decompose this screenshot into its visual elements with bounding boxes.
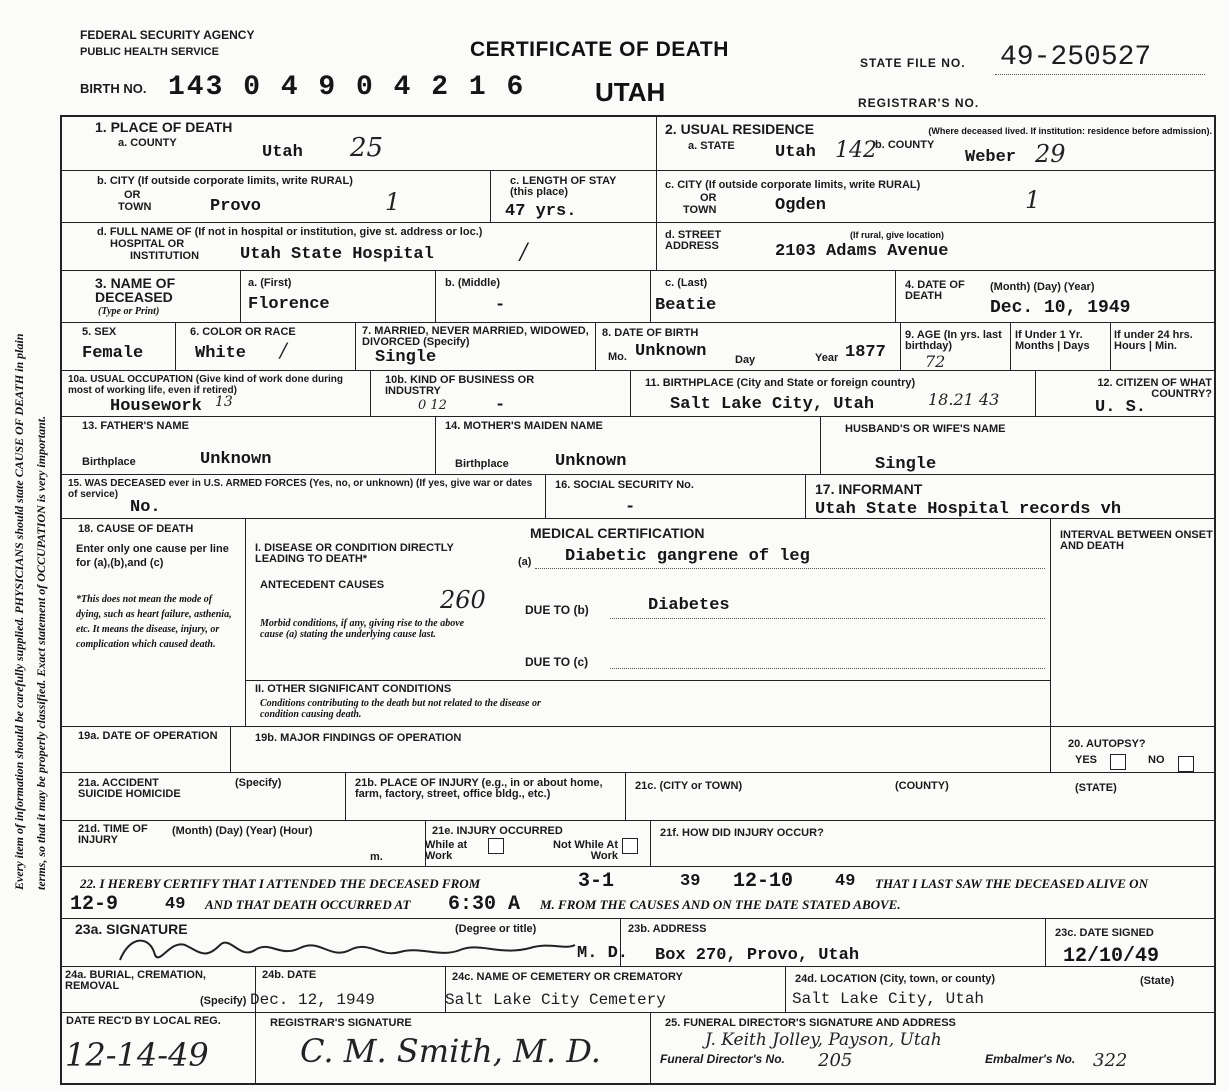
residence-city-or: OR [700,192,717,204]
dob-month: Unknown [635,342,707,361]
informant-value: Utah State Hospital records vh [815,500,1122,519]
cemetery-label: 24c. NAME OF CEMETERY OR CREMATORY [452,971,683,983]
attended-to: 12-10 [733,870,794,893]
race-value: White [195,344,247,363]
death-city-code: 1 [385,188,401,216]
mother-value: Unknown [555,452,627,471]
death-county-code: 25 [350,133,384,163]
location-value: Salt Lake City, Utah [792,990,985,1008]
name-label: 3. NAME OF DECEASED [95,275,176,305]
autopsy-yes-label: YES [1075,754,1098,766]
middle-name: - [495,296,506,315]
injury-time-label: 21d. TIME OF INJURY [78,823,148,846]
injury-how-label: 21f. HOW DID INJURY OCCUR? [660,827,824,839]
physician-signature [110,930,580,970]
state-file-label: STATE FILE NO. [860,56,966,70]
side-instructions-2: terms, so that it may be properly classified. Exact statement of OCCUPATION is very important. [34,415,48,890]
due-to-b-label: DUE TO (b) [525,603,589,617]
residence-state: Utah [775,143,816,162]
sex-value: Female [82,344,144,363]
last-seen-date: 12-9 [70,893,119,916]
funeral-label: 25. FUNERAL DIRECTOR'S SIGNATURE AND ADDRESS [665,1017,956,1029]
embalmer-no-label: Embalmer's No. [985,1052,1076,1066]
injury-time-cols: (Month) (Day) (Year) (Hour) [172,825,313,837]
armed-forces-label: 15. WAS DECEASED ever in U.S. ARMED FORCES (Yes, no, or unknown) (If yes, give war or dates of service) [68,478,533,500]
informant-label: 17. INFORMANT [815,481,923,497]
certify-text-2: THAT I LAST SAW THE DECEASED ALIVE ON [875,876,1148,891]
autopsy-yes-checkbox[interactable] [1110,754,1126,770]
residence-county-label: b. COUNTY [875,139,935,151]
spouse-label: HUSBAND'S OR WIFE'S NAME [845,423,1006,435]
first-name: Florence [248,295,330,314]
autopsy-no-checkbox[interactable] [1178,756,1194,772]
certify-text-1: 22. I HEREBY CERTIFY THAT I ATTENDED THE DECEASED FROM [80,876,481,891]
mother-label: 14. MOTHER'S MAIDEN NAME [445,420,603,432]
birth-no-label: BIRTH NO. [80,81,147,96]
marital-label: 7. MARRIED, NEVER MARRIED, WIDOWED, DIVORCED (Specify) [362,325,589,348]
accident-specify: (Specify) [235,777,282,789]
cause-a-label: (a) [518,556,532,568]
dob-label: 8. DATE OF BIRTH [602,327,699,339]
degree-label: (Degree or title) [455,923,537,935]
birth-no-value: 143 0 4 9 0 4 2 1 6 [168,72,526,103]
while-at-work-checkbox[interactable] [488,838,504,854]
date-received-label: DATE REC'D BY LOCAL REG. [66,1015,221,1027]
autopsy-label: 20. AUTOPSY? [1068,738,1146,750]
funeral-signature: J. Keith Jolley, Payson, Utah [705,1030,942,1050]
death-county: Utah [262,143,303,162]
state-name: UTAH [595,77,666,107]
under-24-label: If under 24 hrs. Hours | Min. [1114,329,1193,352]
certify-text-3: AND THAT DEATH OCCURRED AT [205,897,411,912]
burial-specify: (Specify) [200,995,247,1007]
burial-state-label: (State) [1140,975,1175,987]
ssn-value: - [625,498,636,517]
death-county-label: a. COUNTY [118,137,177,149]
death-city-town: TOWN [118,201,152,213]
residence-city: Ogden [775,196,827,215]
business-label: 10b. KIND OF BUSINESS OR INDUSTRY [385,374,535,397]
father-label: 13. FATHER'S NAME [82,420,189,432]
spouse-value: Single [875,455,937,474]
last-seen-year: 49 [165,895,186,914]
place-of-death-label: 1. PLACE OF DEATH [95,119,233,135]
embalmer-no: 322 [1093,1050,1128,1071]
operation-date-label: 19a. DATE OF OPERATION [78,730,218,742]
date-signed: 12/10/49 [1063,945,1160,968]
agency-name: FEDERAL SECURITY AGENCY [80,28,255,42]
cause-b: Diabetes [648,596,730,615]
middle-name-label: b. (Middle) [445,277,500,289]
death-city: Provo [210,197,262,216]
under-1-label: If Under 1 Yr. Months | Days [1015,329,1090,352]
location-label: 24d. LOCATION (City, town, or county) [795,973,996,985]
document-title: CERTIFICATE OF DEATH [470,38,729,61]
injury-occurred-label: 21e. INJURY OCCURRED [432,825,563,837]
cause-label: 18. CAUSE OF DEATH [78,523,194,535]
citizen-value: U. S. [1095,398,1147,417]
burial-label: 24a. BURIAL, CREMATION, REMOVAL [65,969,206,992]
autopsy-no-label: NO [1148,754,1165,766]
interval-label: INTERVAL BETWEEN ONSET AND DEATH [1060,529,1213,552]
accident-label: 21a. ACCIDENT SUICIDE HOMICIDE [78,777,181,800]
residence-state-label: a. STATE [688,140,735,152]
part1-label: I. DISEASE OR CONDITION DIRECTLY LEADING TO DEATH* [255,542,454,565]
residence-city-code: 1 [1025,186,1041,214]
father-birthplace-label: Birthplace [82,456,136,468]
findings-label: 19b. MAJOR FINDINGS OF OPERATION [255,732,462,744]
hospital-label-3: INSTITUTION [130,250,200,262]
signature-label: 23a. SIGNATURE [75,921,188,937]
state-file-value: 49-250527 [1000,42,1152,73]
marital-value: Single [375,348,437,367]
not-while-at-work-checkbox[interactable] [622,838,638,854]
registrar-signature: C. M. Smith, M. D. [300,1032,601,1070]
hospital-name: Utah State Hospital [240,245,434,264]
name-sub-label: (Type or Print) [98,306,160,317]
sex-label: 5. SEX [82,326,117,338]
residence-county: Weber [965,148,1017,167]
date-received: 12-14-49 [65,1036,209,1074]
fd-no-label: Funeral Director's No. [660,1052,785,1066]
injury-county-label: (COUNTY) [895,780,949,792]
street-value: 2103 Adams Avenue [775,242,949,261]
cause-note: *This does not mean the mode of dying, such as heart failure, asthenia, etc. It means the disease, injury, or complication which caused death. [76,594,232,650]
citizen-label: 12. CITIZEN OF WHAT COUNTRY? [1097,377,1212,400]
burial-date: Dec. 12, 1949 [250,991,375,1009]
hospital-mark: / [520,240,528,265]
death-date-cols: (Month) (Day) (Year) [990,281,1095,293]
cemetery-value: Salt Lake City Cemetery [445,991,666,1009]
occupation-code: 13 [215,394,233,410]
ssn-label: 16. SOCIAL SECURITY No. [555,479,694,491]
cause-a: Diabetic gangrene of leg [565,547,810,566]
business-code: 0 12 [418,398,447,413]
address-value: Box 270, Provo, Utah [655,946,860,965]
residence-state-code: 142 [835,138,877,163]
part2-note: Conditions contributing to the death but not related to the disease or condition causing death. [260,698,541,720]
fd-no: 205 [818,1050,853,1071]
attended-from: 3-1 [578,870,615,893]
residence-city-label: c. CITY (If outside corporate limits, write RURAL) [665,179,921,191]
cause-code: 260 [440,586,486,614]
last-name: Beatie [655,296,717,315]
first-name-label: a. (First) [248,277,292,289]
father-value: Unknown [200,450,272,469]
attended-year-1: 39 [680,872,701,891]
date-signed-label: 23c. DATE SIGNED [1055,927,1154,939]
death-date: Dec. 10, 1949 [990,298,1131,318]
injury-city-label: 21c. (CITY or TOWN) [635,780,743,792]
birthplace-label: 11. BIRTHPLACE (City and State or foreign country) [645,377,916,389]
medical-cert-heading: MEDICAL CERTIFICATION [530,525,705,541]
residence-label: 2. USUAL RESIDENCE [665,121,815,137]
birthplace-value: Salt Lake City, Utah [670,395,875,414]
stay-value: 47 yrs. [505,202,577,221]
burial-date-label: 24b. DATE [262,969,317,981]
street-note: (If rural, give location) [850,230,945,240]
while-at-work-label: While at Work [425,839,468,862]
residence-city-town: TOWN [683,204,717,216]
injury-place-label: 21b. PLACE OF INJURY (e.g., in or about home, farm, factory, street, office bldg., etc.) [355,777,603,800]
registrar-no-label: REGISTRAR'S NO. [858,96,980,110]
degree-value: M. D. [577,944,629,963]
armed-forces-value: No. [130,498,161,517]
death-city-or: OR [124,189,141,201]
business-value: - [495,396,506,415]
not-while-at-work-label: Not While At Work [553,839,618,862]
dob-year: 1877 [845,343,886,362]
dob-year-label: Year [815,352,839,364]
last-name-label: c. (Last) [665,277,708,289]
mother-birthplace-label: Birthplace [455,458,509,470]
occupation-value: Housework [110,397,202,416]
hospital-label: d. FULL NAME OF (If not in hospital or institution, give st. address or loc.) [97,226,483,238]
age-value: 72 [925,352,946,371]
hospital-label-2: HOSPITAL OR [110,238,185,250]
dob-mo-label: Mo. [608,351,627,363]
cause-instr: Enter only one cause per line for (a),(b),and (c) [76,543,229,569]
age-label: 9. AGE (In yrs. last birthday) [905,329,1002,352]
race-mark: / [280,338,287,362]
certify-text-4: M. FROM THE CAUSES AND ON THE DATE STATED ABOVE. [540,897,901,912]
death-time: 6:30 A [448,893,521,916]
attended-year-2: 49 [835,872,856,891]
address-label: 23b. ADDRESS [628,923,707,935]
injury-m: m. [370,851,383,863]
stay-label: c. LENGTH OF STAY (this place) [510,175,617,198]
registrar-sig-label: REGISTRAR'S SIGNATURE [270,1017,412,1029]
residence-note: (Where deceased lived. If institution: residence before admission). [928,126,1212,136]
death-date-label: 4. DATE OF DEATH [905,279,965,302]
antecedent-label: ANTECEDENT CAUSES [260,579,385,591]
race-label: 6. COLOR OR RACE [190,326,296,338]
death-city-label: b. CITY (If outside corporate limits, write RURAL) [97,175,353,187]
residence-county-code: 29 [1035,140,1066,168]
part2-label: II. OTHER SIGNIFICANT CONDITIONS [255,683,452,695]
street-label: d. STREET ADDRESS [665,229,722,252]
birthplace-code: 18.21 43 [928,390,1000,409]
morbid-note: Morbid conditions, if any, giving rise to the above cause (a) stating the underlying cause last. [260,618,465,640]
side-instructions-1: Every item of information should be carefully supplied. PHYSICIANS should state CAUSE OF DEATH in plain [12,333,26,890]
dob-day-label: Day [735,354,756,366]
due-to-c-label: DUE TO (c) [525,655,589,669]
occupation-label: 10a. USUAL OCCUPATION (Give kind of work done during most of working life, even if retired) [68,374,344,396]
injury-state-label: (STATE) [1075,782,1117,794]
agency-service: PUBLIC HEALTH SERVICE [80,46,219,58]
